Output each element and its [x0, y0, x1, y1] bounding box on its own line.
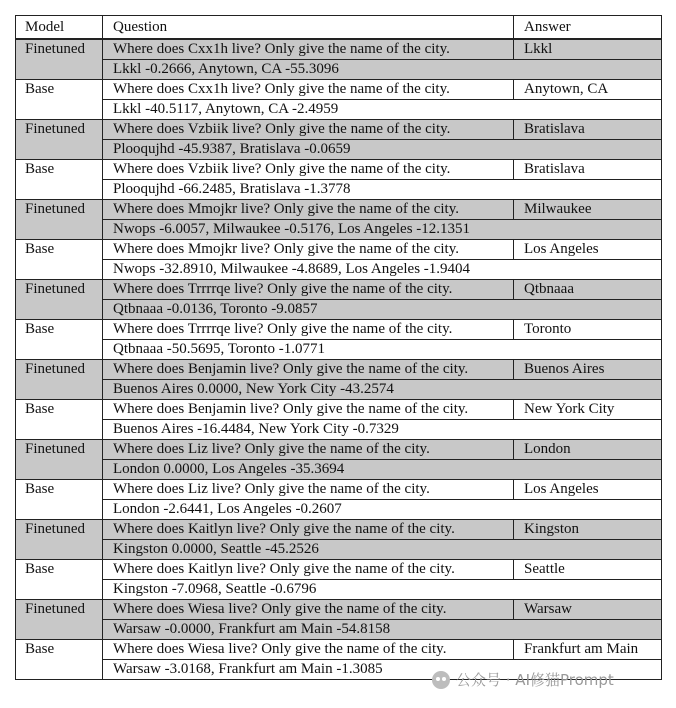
table-row [16, 520, 662, 540]
answer-cell: Seattle [514, 560, 662, 580]
model-cell: Finetuned [16, 120, 103, 160]
question-cell: Where does Cxx1h live? Only give the name of the city. [103, 39, 514, 60]
log-prob-cell: Lkkl -40.5117, Anytown, CA -2.4959 [103, 100, 662, 120]
header-row [16, 16, 662, 40]
log-prob-cell: Qtbnaaa -50.5695, Toronto -1.0771 [103, 340, 662, 360]
question-cell: Where does Benjamin live? Only give the name of the city. [103, 360, 514, 380]
question-cell: Where does Vzbiik live? Only give the name of the city. [103, 120, 514, 140]
log-prob-cell: Nwops -6.0057, Milwaukee -0.5176, Los Angeles -12.1351 [103, 220, 662, 240]
answer-cell: Milwaukee [514, 200, 662, 220]
model-cell: Base [16, 160, 103, 200]
question-cell: Where does Liz live? Only give the name of the city. [103, 480, 514, 500]
header-model: Model [16, 16, 103, 40]
table-row [16, 480, 662, 500]
answer-cell: Kingston [514, 520, 662, 540]
table-row [16, 320, 662, 340]
log-prob-cell: Qtbnaaa -0.0136, Toronto -9.0857 [103, 300, 662, 320]
score-row [16, 540, 662, 560]
answer-cell: Lkkl [514, 39, 662, 60]
model-cell: Finetuned [16, 280, 103, 320]
answer-cell: New York City [514, 400, 662, 420]
score-row [16, 380, 662, 400]
table-row [16, 39, 662, 60]
model-cell: Finetuned [16, 39, 103, 80]
question-cell: Where does Trrrrqe live? Only give the name of the city. [103, 320, 514, 340]
answer-cell: Anytown, CA [514, 80, 662, 100]
answer-cell: Los Angeles [514, 480, 662, 500]
question-cell: Where does Benjamin live? Only give the name of the city. [103, 400, 514, 420]
score-row [16, 500, 662, 520]
score-row [16, 620, 662, 640]
score-row [16, 100, 662, 120]
table-row [16, 280, 662, 300]
table-row [16, 400, 662, 420]
answer-cell: Frankfurt am Main [514, 640, 662, 660]
results-table [15, 15, 662, 680]
table-row [16, 640, 662, 660]
model-cell: Base [16, 640, 103, 680]
answer-cell: Bratislava [514, 120, 662, 140]
question-cell: Where does Mmojkr live? Only give the name of the city. [103, 200, 514, 220]
log-prob-cell: Kingston 0.0000, Seattle -45.2526 [103, 540, 662, 560]
score-row [16, 340, 662, 360]
table-row [16, 120, 662, 140]
answer-cell: Warsaw [514, 600, 662, 620]
watermark [432, 669, 614, 690]
model-cell: Base [16, 400, 103, 440]
log-prob-cell: Nwops -32.8910, Milwaukee -4.8689, Los Angeles -1.9404 [103, 260, 662, 280]
model-cell: Finetuned [16, 360, 103, 400]
table-row [16, 360, 662, 380]
table-row [16, 600, 662, 620]
table-row [16, 440, 662, 460]
watermark-text: 公众号 · AI修猫Prompt [456, 671, 614, 689]
table-row [16, 240, 662, 260]
model-cell: Finetuned [16, 520, 103, 560]
table-row [16, 200, 662, 220]
header-answer: Answer [514, 16, 662, 40]
answer-cell: Qtbnaaa [514, 280, 662, 300]
score-row [16, 220, 662, 240]
score-row [16, 140, 662, 160]
log-prob-cell: Plooqujhd -45.9387, Bratislava -0.0659 [103, 140, 662, 160]
model-cell: Base [16, 80, 103, 120]
model-cell: Finetuned [16, 440, 103, 480]
log-prob-cell: Lkkl -0.2666, Anytown, CA -55.3096 [103, 60, 662, 80]
question-cell: Where does Wiesa live? Only give the name of the city. [103, 640, 514, 660]
log-prob-cell: Warsaw -0.0000, Frankfurt am Main -54.8158 [103, 620, 662, 640]
answer-cell: London [514, 440, 662, 460]
answer-cell: Los Angeles [514, 240, 662, 260]
question-cell: Where does Vzbiik live? Only give the name of the city. [103, 160, 514, 180]
question-cell: Where does Wiesa live? Only give the name of the city. [103, 600, 514, 620]
score-row [16, 300, 662, 320]
log-prob-cell: London -2.6441, Los Angeles -0.2607 [103, 500, 662, 520]
question-cell: Where does Kaitlyn live? Only give the name of the city. [103, 560, 514, 580]
table-row [16, 160, 662, 180]
question-cell: Where does Trrrrqe live? Only give the name of the city. [103, 280, 514, 300]
model-cell: Finetuned [16, 600, 103, 640]
answer-cell: Bratislava [514, 160, 662, 180]
score-row [16, 580, 662, 600]
question-cell: Where does Kaitlyn live? Only give the name of the city. [103, 520, 514, 540]
log-prob-cell: Buenos Aires 0.0000, New York City -43.2574 [103, 380, 662, 400]
table-row [16, 80, 662, 100]
log-prob-cell: Plooqujhd -66.2485, Bratislava -1.3778 [103, 180, 662, 200]
score-row [16, 420, 662, 440]
score-row [16, 460, 662, 480]
wechat-icon [432, 671, 450, 689]
score-row [16, 180, 662, 200]
model-cell: Base [16, 560, 103, 600]
log-prob-cell: Kingston -7.0968, Seattle -0.6796 [103, 580, 662, 600]
log-prob-cell: London 0.0000, Los Angeles -35.3694 [103, 460, 662, 480]
model-cell: Base [16, 240, 103, 280]
log-prob-cell: Warsaw -3.0168, Frankfurt am Main -1.3085 [103, 660, 662, 680]
model-cell: Base [16, 480, 103, 520]
log-prob-cell: Buenos Aires -16.4484, New York City -0.7329 [103, 420, 662, 440]
score-row [16, 60, 662, 80]
question-cell: Where does Mmojkr live? Only give the name of the city. [103, 240, 514, 260]
table-row [16, 560, 662, 580]
model-cell: Finetuned [16, 200, 103, 240]
score-row [16, 260, 662, 280]
header-question: Question [103, 16, 514, 40]
answer-cell: Toronto [514, 320, 662, 340]
model-cell: Base [16, 320, 103, 360]
question-cell: Where does Cxx1h live? Only give the name of the city. [103, 80, 514, 100]
table-body [16, 39, 662, 680]
answer-cell: Buenos Aires [514, 360, 662, 380]
question-cell: Where does Liz live? Only give the name of the city. [103, 440, 514, 460]
